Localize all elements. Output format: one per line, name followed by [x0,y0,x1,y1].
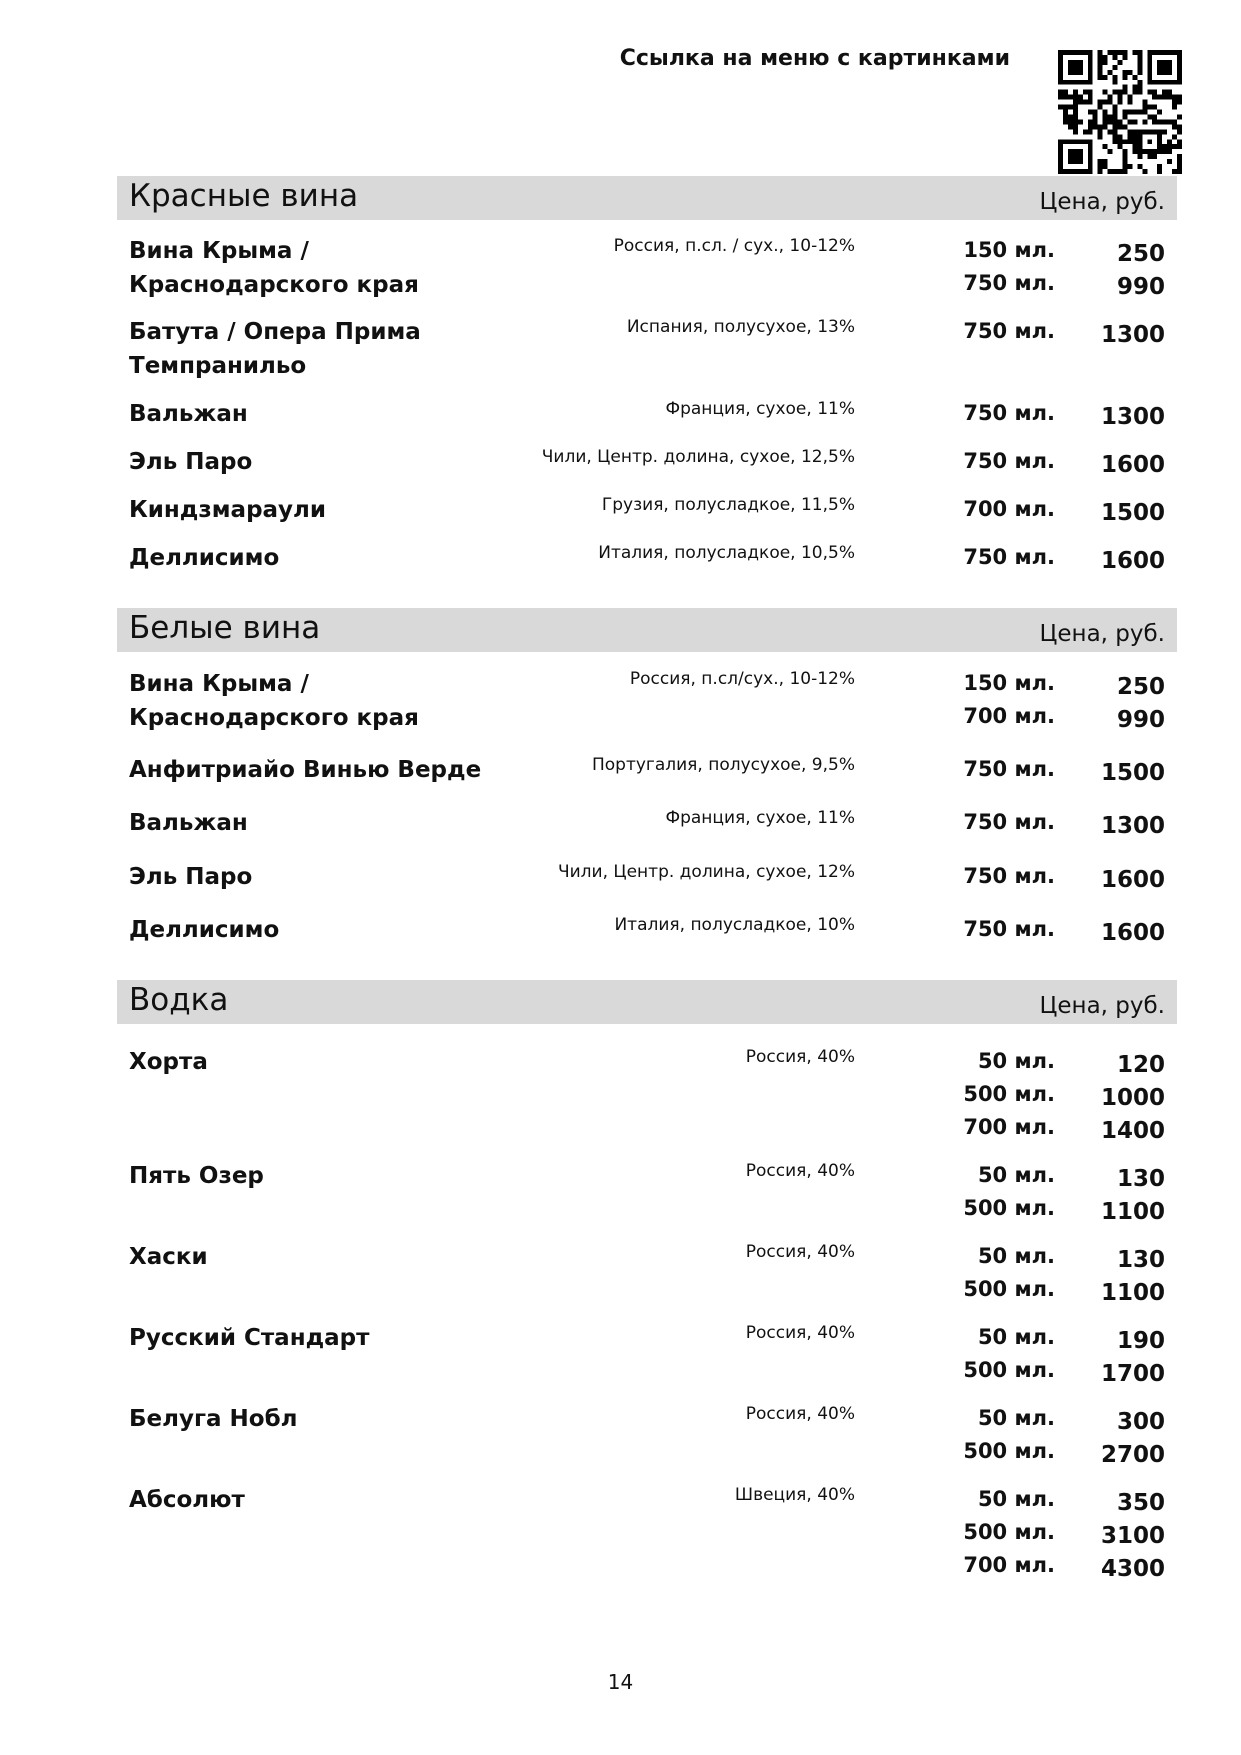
item-volume: 50 мл. [977,1049,1055,1073]
item-description: Россия, 40% [745,1047,855,1067]
item-volume: 50 мл. [977,1163,1055,1187]
item-volume: 750 мл. [963,449,1055,473]
item-price: 130 [1116,1247,1165,1273]
item-volumes [919,397,1055,430]
item-volume: 750 мл. [963,319,1055,343]
item-price: 2700 [1100,1442,1165,1468]
item-name: Хаски [129,1244,208,1270]
item-prices [1055,671,1165,737]
item-name: Белуга Нобл [129,1406,298,1432]
item-name: Вина Крыма / Краснодарского края [129,238,419,298]
item-name: Пять Озер [129,1163,264,1189]
item-description: Чили, Центр. долина, сухое, 12% [557,862,855,882]
item-price: 1300 [1100,813,1165,839]
item-description: Россия, 40% [745,1242,855,1262]
item-name: Эль Паро [129,864,253,890]
item-price: 4300 [1100,1556,1165,1582]
item-volumes [919,541,1055,574]
item-name: Вальжан [129,810,248,836]
item-prices [1055,1163,1165,1229]
item-price: 1300 [1100,322,1165,348]
item-volume: 500 мл. [963,1358,1055,1382]
item-prices [1055,864,1165,897]
item-description: Португалия, полусухое, 9,5% [591,755,855,775]
item-price: 1100 [1100,1199,1165,1225]
item-name: Киндзмараули [129,497,327,523]
item-volume: 500 мл. [963,1277,1055,1301]
item-name: Абсолют [129,1487,245,1513]
item-name: Русский Стандарт [129,1325,370,1351]
item-volume: 750 мл. [963,810,1055,834]
item-price: 190 [1116,1328,1165,1354]
item-prices [1055,497,1165,530]
item-volume: 750 мл. [963,271,1055,295]
item-description: Россия, 40% [745,1161,855,1181]
item-volume: 50 мл. [977,1325,1055,1349]
item-price: 1700 [1100,1361,1165,1387]
item-description: Швеция, 40% [734,1485,855,1505]
item-volume: 500 мл. [963,1082,1055,1106]
item-price: 130 [1116,1166,1165,1192]
item-volumes [919,1240,1055,1306]
item-description: Испания, полусухое, 13% [626,317,855,337]
item-volume: 750 мл. [963,401,1055,425]
item-price: 250 [1116,241,1165,267]
item-price: 1600 [1100,548,1165,574]
item-volume: 700 мл. [963,1115,1055,1139]
item-volume: 150 мл. [963,671,1055,695]
item-volume: 500 мл. [963,1439,1055,1463]
item-price: 120 [1116,1052,1165,1078]
item-prices [1055,757,1165,790]
item-prices [1055,1049,1165,1148]
item-volumes [919,493,1055,526]
item-volumes [919,445,1055,478]
item-description: Чили, Центр. долина, сухое, 12,5% [541,447,855,467]
item-prices [1055,1406,1165,1472]
item-volumes [919,1159,1055,1225]
item-price: 350 [1116,1490,1165,1516]
item-name: Анфитриайо Винью Верде [129,757,482,783]
item-description: Россия, п.сл. / сух., 10-12% [613,236,855,256]
item-volumes [919,667,1055,733]
item-price: 1300 [1100,404,1165,430]
item-volume: 750 мл. [963,757,1055,781]
item-description: Франция, сухое, 11% [665,808,855,828]
item-prices [1055,319,1165,352]
item-volumes [919,315,1055,348]
item-prices [1055,810,1165,843]
item-volume: 500 мл. [963,1196,1055,1220]
section-title: Белые вина [129,610,321,646]
item-name: Батута / Опера Прима Темпранильо [129,319,421,379]
item-price: 1500 [1100,500,1165,526]
section-header [117,980,1177,1024]
item-volume: 750 мл. [963,545,1055,569]
item-volume: 700 мл. [963,1553,1055,1577]
item-price: 1400 [1100,1118,1165,1144]
item-volume: 700 мл. [963,704,1055,728]
item-price: 990 [1116,707,1165,733]
item-volumes [919,1483,1055,1582]
item-price: 1600 [1100,867,1165,893]
item-name: Эль Паро [129,449,253,475]
page-number: 14 [607,1670,634,1694]
item-description: Италия, полусладкое, 10,5% [598,543,855,563]
price-column-heading: Цена, руб. [1039,993,1165,1019]
section-title: Водка [129,982,229,1018]
item-volumes [919,1045,1055,1144]
item-price: 990 [1116,274,1165,300]
item-description: Франция, сухое, 11% [665,399,855,419]
item-prices [1055,401,1165,434]
item-price: 250 [1116,674,1165,700]
item-prices [1055,1325,1165,1391]
item-volumes [919,234,1055,300]
item-prices [1055,1487,1165,1586]
item-price: 1600 [1100,920,1165,946]
item-volumes [919,806,1055,839]
item-price: 3100 [1100,1523,1165,1549]
item-price: 1100 [1100,1280,1165,1306]
item-description: Италия, полусладкое, 10% [614,915,855,935]
item-prices [1055,545,1165,578]
section-title: Красные вина [129,178,359,214]
item-volume: 50 мл. [977,1487,1055,1511]
item-name: Деллисимо [129,545,280,571]
item-prices [1055,449,1165,482]
item-price: 1000 [1100,1085,1165,1111]
item-prices [1055,917,1165,950]
price-column-heading: Цена, руб. [1039,621,1165,647]
qr-caption: Ссылка на меню с картинками [619,46,1010,71]
item-price: 1500 [1100,760,1165,786]
item-description: Россия, п.сл/сух., 10-12% [629,669,855,689]
item-volumes [919,913,1055,946]
item-volumes [919,860,1055,893]
item-description: Россия, 40% [745,1323,855,1343]
item-volume: 150 мл. [963,238,1055,262]
item-volumes [919,1402,1055,1468]
item-volume: 700 мл. [963,497,1055,521]
item-volumes [919,753,1055,786]
item-volumes [919,1321,1055,1387]
item-description: Грузия, полусладкое, 11,5% [601,495,855,515]
item-prices [1055,238,1165,304]
item-prices [1055,1244,1165,1310]
item-name: Вина Крыма / Краснодарского края [129,671,419,731]
section-header [117,608,1177,652]
item-price: 300 [1116,1409,1165,1435]
item-volume: 750 мл. [963,917,1055,941]
price-column-heading: Цена, руб. [1039,189,1165,215]
item-volume: 50 мл. [977,1244,1055,1268]
qr-code[interactable] [1058,50,1182,174]
item-price: 1600 [1100,452,1165,478]
item-volume: 750 мл. [963,864,1055,888]
item-volume: 50 мл. [977,1406,1055,1430]
item-name: Хорта [129,1049,208,1075]
item-name: Вальжан [129,401,248,427]
item-name: Деллисимо [129,917,280,943]
item-description: Россия, 40% [745,1404,855,1424]
section-header [117,176,1177,220]
item-volume: 500 мл. [963,1520,1055,1544]
